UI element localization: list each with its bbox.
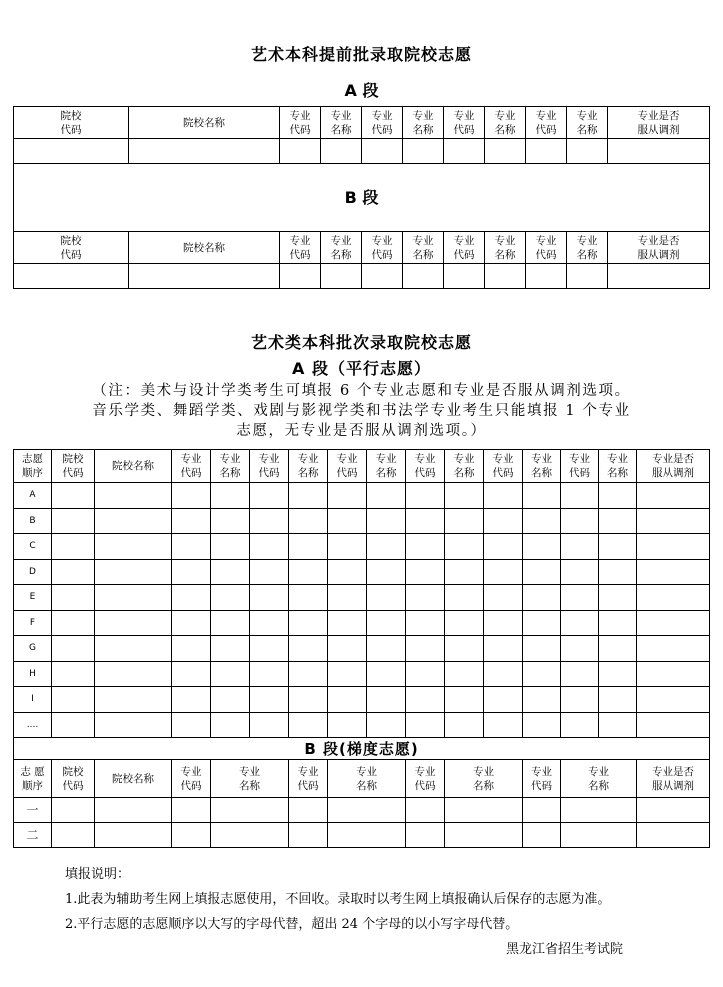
column-header: 专业 代码 — [289, 760, 328, 798]
column-header: 专业 代码 — [523, 760, 561, 798]
row-order-label: C — [14, 534, 52, 560]
entry-cell[interactable] — [406, 661, 445, 687]
entry-cell[interactable] — [250, 687, 289, 713]
section1-seg-a-label: A 段 — [344, 81, 379, 100]
entry-cell[interactable] — [52, 798, 95, 823]
column-header: 院校 代码 — [14, 107, 129, 139]
entry-cell[interactable] — [637, 508, 710, 534]
column-header: 专业 代码 — [406, 450, 445, 483]
entry-cell[interactable] — [52, 534, 95, 560]
entry-cell[interactable] — [172, 534, 211, 560]
entry-cell[interactable] — [561, 687, 599, 713]
entry-cell[interactable] — [211, 483, 250, 509]
table-row — [14, 559, 710, 585]
table-row — [14, 585, 710, 611]
column-header: 院校名称 — [129, 232, 280, 264]
column-header: 专业 代码 — [561, 450, 599, 483]
entry-cell[interactable] — [561, 559, 599, 585]
column-header: 专业 代码 — [484, 450, 523, 483]
entry-cell[interactable] — [250, 610, 289, 636]
entry-cell[interactable] — [250, 534, 289, 560]
entry-cell[interactable] — [211, 798, 289, 823]
entry-cell[interactable] — [445, 661, 484, 687]
entry-cell[interactable] — [328, 610, 367, 636]
entry-cell[interactable] — [52, 712, 95, 738]
entry-cell[interactable] — [445, 687, 484, 713]
entry-cell[interactable] — [211, 687, 250, 713]
entry-cell[interactable] — [95, 712, 172, 738]
entry-cell[interactable] — [211, 610, 250, 636]
entry-cell[interactable] — [445, 823, 523, 848]
column-header: 院校名称 — [129, 107, 280, 139]
entry-cell[interactable] — [485, 264, 526, 289]
table-row — [14, 610, 710, 636]
entry-cell[interactable] — [95, 559, 172, 585]
table-row — [14, 534, 710, 560]
row-order-label: D — [14, 559, 52, 585]
column-header: 专业 代码 — [172, 450, 211, 483]
entry-cell[interactable] — [14, 139, 129, 164]
entry-cell[interactable] — [523, 610, 561, 636]
section1-seg-b-label: B 段 — [14, 164, 710, 232]
entry-cell[interactable] — [95, 661, 172, 687]
entry-cell[interactable] — [250, 636, 289, 662]
row-order-label: B — [14, 508, 52, 534]
entry-cell[interactable] — [289, 534, 328, 560]
entry-cell[interactable] — [599, 687, 637, 713]
entry-cell[interactable] — [52, 636, 95, 662]
entry-cell[interactable] — [328, 687, 367, 713]
entry-cell[interactable] — [367, 636, 406, 662]
entry-cell[interactable] — [328, 712, 367, 738]
entry-cell[interactable] — [211, 712, 250, 738]
entry-cell[interactable] — [250, 585, 289, 611]
entry-cell[interactable] — [523, 636, 561, 662]
entry-cell[interactable] — [211, 585, 250, 611]
row-order-label: I — [14, 687, 52, 713]
entry-cell[interactable] — [406, 798, 445, 823]
entry-cell[interactable] — [172, 661, 211, 687]
column-header: 院校名称 — [95, 450, 172, 483]
entry-cell[interactable] — [211, 823, 289, 848]
entry-cell[interactable] — [289, 823, 328, 848]
entry-cell[interactable] — [406, 483, 445, 509]
column-header: 专业 名称 — [211, 760, 289, 798]
entry-cell[interactable] — [403, 264, 444, 289]
column-header: 专业 名称 — [321, 107, 362, 139]
entry-cell[interactable] — [406, 687, 445, 713]
entry-cell[interactable] — [445, 483, 484, 509]
column-header: 专业 名称 — [485, 107, 526, 139]
column-header: 专业 名称 — [321, 232, 362, 264]
entry-cell[interactable] — [561, 534, 599, 560]
entry-cell[interactable] — [599, 508, 637, 534]
entry-cell[interactable] — [445, 798, 523, 823]
table-row — [14, 661, 710, 687]
entry-cell[interactable] — [328, 534, 367, 560]
row-order-label: F — [14, 610, 52, 636]
entry-cell[interactable] — [599, 559, 637, 585]
entry-cell[interactable] — [523, 823, 561, 848]
entry-cell[interactable] — [561, 585, 599, 611]
entry-cell[interactable] — [367, 534, 406, 560]
entry-cell[interactable] — [95, 798, 172, 823]
entry-cell[interactable] — [52, 823, 95, 848]
column-header: 专业 代码 — [280, 107, 321, 139]
column-header: 专业 名称 — [328, 760, 406, 798]
section2-note-line-2: 音乐学类、舞蹈学类、戏剧与影视学类和书法学专业考生只能填报 1 个专业 — [92, 403, 631, 419]
entry-cell[interactable] — [523, 508, 561, 534]
entry-cell[interactable] — [95, 823, 172, 848]
entry-cell[interactable] — [567, 139, 608, 164]
entry-cell[interactable] — [637, 636, 710, 662]
entry-cell[interactable] — [445, 610, 484, 636]
entry-cell[interactable] — [637, 661, 710, 687]
entry-cell[interactable] — [95, 534, 172, 560]
issuer-signature: 黑龙江省招生考试院 — [506, 942, 624, 957]
column-header: 专业 名称 — [599, 450, 637, 483]
entry-cell[interactable] — [321, 139, 362, 164]
column-header: 专业 代码 — [172, 760, 211, 798]
entry-cell[interactable] — [172, 483, 211, 509]
column-header: 专业 名称 — [567, 107, 608, 139]
entry-cell[interactable] — [445, 559, 484, 585]
entry-cell[interactable] — [561, 483, 599, 509]
entry-cell[interactable] — [52, 483, 95, 509]
entry-cell[interactable] — [445, 585, 484, 611]
entry-cell[interactable] — [406, 636, 445, 662]
entry-cell[interactable] — [367, 712, 406, 738]
column-header: 院校 代码 — [52, 450, 95, 483]
entry-cell[interactable] — [95, 636, 172, 662]
row-order-label: A — [14, 483, 52, 509]
entry-cell[interactable] — [250, 483, 289, 509]
entry-cell[interactable] — [406, 508, 445, 534]
entry-cell[interactable] — [523, 712, 561, 738]
column-header: 专业 名称 — [367, 450, 406, 483]
entry-cell[interactable] — [406, 610, 445, 636]
entry-cell[interactable] — [172, 636, 211, 662]
entry-cell[interactable] — [367, 687, 406, 713]
row-order-label: G — [14, 636, 52, 662]
column-header: 志 愿 顺序 — [14, 760, 52, 798]
instruction-item-1: 1.此表为辅助考生网上填报志愿使用，不回收。录取时以考生网上填报确认后保存的志愿为准。 — [65, 892, 611, 907]
entry-cell[interactable] — [523, 559, 561, 585]
entry-cell[interactable] — [328, 559, 367, 585]
entry-cell[interactable] — [637, 534, 710, 560]
entry-cell[interactable] — [289, 559, 328, 585]
entry-cell[interactable] — [637, 585, 710, 611]
entry-cell[interactable] — [561, 798, 637, 823]
entry-cell[interactable] — [289, 798, 328, 823]
table-row — [14, 823, 710, 848]
entry-cell[interactable] — [52, 610, 95, 636]
entry-cell[interactable] — [599, 712, 637, 738]
column-header: 专业 代码 — [250, 450, 289, 483]
entry-cell[interactable] — [484, 661, 523, 687]
entry-cell[interactable] — [484, 559, 523, 585]
entry-cell[interactable] — [172, 559, 211, 585]
entry-cell[interactable] — [211, 559, 250, 585]
entry-cell[interactable] — [211, 661, 250, 687]
section2-table — [13, 449, 710, 848]
entry-cell[interactable] — [599, 661, 637, 687]
entry-cell[interactable] — [367, 559, 406, 585]
entry-cell[interactable] — [523, 687, 561, 713]
entry-cell[interactable] — [289, 483, 328, 509]
entry-cell[interactable] — [328, 798, 406, 823]
column-header: 专业 代码 — [406, 760, 445, 798]
entry-cell[interactable] — [95, 687, 172, 713]
table-row — [14, 508, 710, 534]
entry-cell[interactable] — [172, 687, 211, 713]
entry-cell[interactable] — [637, 559, 710, 585]
entry-cell[interactable] — [52, 585, 95, 611]
entry-cell[interactable] — [14, 264, 129, 289]
entry-cell[interactable] — [328, 585, 367, 611]
row-order-label: E — [14, 585, 52, 611]
entry-cell[interactable] — [561, 661, 599, 687]
entry-cell[interactable] — [328, 483, 367, 509]
section1-title: 艺术本科提前批录取院校志愿 — [250, 45, 472, 64]
entry-cell[interactable] — [561, 712, 599, 738]
entry-cell[interactable] — [250, 712, 289, 738]
column-header: 专业 名称 — [289, 450, 328, 483]
entry-cell[interactable] — [328, 823, 406, 848]
column-header: 专业 名称 — [211, 450, 250, 483]
entry-cell[interactable] — [95, 483, 172, 509]
entry-cell[interactable] — [289, 687, 328, 713]
entry-cell[interactable] — [599, 483, 637, 509]
entry-cell[interactable] — [637, 483, 710, 509]
entry-cell[interactable] — [637, 712, 710, 738]
column-header: 专业 名称 — [403, 232, 444, 264]
column-header: 专业 名称 — [403, 107, 444, 139]
column-header: 院校名称 — [95, 760, 172, 798]
column-header: 专业 名称 — [561, 760, 637, 798]
entry-cell[interactable] — [367, 483, 406, 509]
entry-cell[interactable] — [367, 610, 406, 636]
entry-cell[interactable] — [484, 534, 523, 560]
entry-cell[interactable] — [95, 585, 172, 611]
entry-cell[interactable] — [367, 585, 406, 611]
column-header: 专业 名称 — [523, 450, 561, 483]
entry-cell[interactable] — [172, 508, 211, 534]
entry-cell[interactable] — [406, 534, 445, 560]
entry-cell[interactable] — [172, 798, 211, 823]
entry-cell[interactable] — [289, 712, 328, 738]
section1-table — [13, 106, 710, 289]
entry-cell[interactable] — [444, 264, 485, 289]
entry-cell[interactable] — [608, 139, 710, 164]
entry-cell[interactable] — [289, 585, 328, 611]
entry-cell[interactable] — [328, 661, 367, 687]
column-header: 专业是否 服从调剂 — [608, 107, 710, 139]
entry-cell[interactable] — [250, 661, 289, 687]
entry-cell[interactable] — [172, 712, 211, 738]
column-header: 专业 名称 — [445, 760, 523, 798]
entry-cell[interactable] — [637, 823, 710, 848]
section2-note-line-1: （注：美术与设计学类考生可填报 6 个专业志愿和专业是否服从调剂选项。 — [92, 383, 631, 399]
entry-cell[interactable] — [129, 139, 280, 164]
column-header: 专业 代码 — [362, 232, 403, 264]
column-header: 专业是否 服从调剂 — [637, 450, 710, 483]
entry-cell[interactable] — [599, 636, 637, 662]
entry-cell[interactable] — [523, 661, 561, 687]
entry-cell[interactable] — [289, 508, 328, 534]
entry-cell[interactable] — [599, 534, 637, 560]
column-header: 专业是否 服从调剂 — [608, 232, 710, 264]
entry-cell[interactable] — [608, 264, 710, 289]
entry-cell[interactable] — [328, 508, 367, 534]
entry-cell[interactable] — [280, 139, 321, 164]
entry-cell[interactable] — [289, 661, 328, 687]
entry-cell[interactable] — [484, 585, 523, 611]
instruction-item-2: 2.平行志愿的志愿顺序以大写的字母代替，超出 24 个字母的以小写字母代替。 — [65, 917, 519, 932]
column-header: 专业是否 服从调剂 — [637, 760, 710, 798]
entry-cell[interactable] — [95, 508, 172, 534]
column-header: 专业 名称 — [567, 232, 608, 264]
column-header: 院校 代码 — [52, 760, 95, 798]
column-header: 专业 代码 — [526, 232, 567, 264]
entry-cell[interactable] — [52, 559, 95, 585]
entry-cell[interactable] — [362, 139, 403, 164]
entry-cell[interactable] — [406, 823, 445, 848]
entry-cell[interactable] — [637, 687, 710, 713]
table-row — [14, 712, 710, 738]
table-row — [14, 483, 710, 509]
entry-cell[interactable] — [484, 508, 523, 534]
entry-cell[interactable] — [52, 508, 95, 534]
entry-cell[interactable] — [445, 636, 484, 662]
column-header: 专业 代码 — [328, 450, 367, 483]
entry-cell[interactable] — [637, 610, 710, 636]
entry-cell[interactable] — [406, 585, 445, 611]
entry-cell[interactable] — [362, 264, 403, 289]
entry-cell[interactable] — [599, 610, 637, 636]
entry-cell[interactable] — [561, 823, 637, 848]
section2-seg-a-label: A 段（平行志愿） — [292, 359, 431, 378]
entry-cell[interactable] — [523, 534, 561, 560]
table-row — [14, 687, 710, 713]
entry-cell[interactable] — [445, 712, 484, 738]
entry-cell[interactable] — [321, 264, 362, 289]
entry-cell[interactable] — [172, 585, 211, 611]
column-header: 专业 名称 — [485, 232, 526, 264]
entry-cell[interactable] — [445, 508, 484, 534]
entry-cell[interactable] — [406, 559, 445, 585]
entry-cell[interactable] — [526, 139, 567, 164]
entry-cell[interactable] — [172, 610, 211, 636]
entry-cell[interactable] — [484, 636, 523, 662]
row-order-label: .... — [14, 712, 52, 738]
table-row — [14, 798, 710, 823]
entry-cell[interactable] — [289, 636, 328, 662]
entry-cell[interactable] — [484, 483, 523, 509]
entry-cell[interactable] — [523, 483, 561, 509]
entry-cell[interactable] — [211, 534, 250, 560]
entry-cell[interactable] — [52, 687, 95, 713]
section2-note-line-3: 志愿，无专业是否服从调剂选项。） — [236, 423, 487, 439]
entry-cell[interactable] — [599, 585, 637, 611]
entry-cell[interactable] — [95, 610, 172, 636]
entry-cell[interactable] — [444, 139, 485, 164]
entry-cell[interactable] — [403, 139, 444, 164]
entry-cell[interactable] — [561, 508, 599, 534]
entry-cell[interactable] — [567, 264, 608, 289]
column-header: 专业 代码 — [362, 107, 403, 139]
entry-cell[interactable] — [637, 798, 710, 823]
entry-cell[interactable] — [328, 636, 367, 662]
entry-cell[interactable] — [52, 661, 95, 687]
entry-cell[interactable] — [367, 508, 406, 534]
table-row — [14, 636, 710, 662]
column-header: 专业 代码 — [280, 232, 321, 264]
entry-cell[interactable] — [445, 534, 484, 560]
section2-seg-b-label: B 段(梯度志愿) — [14, 738, 710, 760]
entry-cell[interactable] — [172, 823, 211, 848]
entry-cell[interactable] — [211, 508, 250, 534]
column-header: 专业 代码 — [444, 232, 485, 264]
entry-cell[interactable] — [367, 661, 406, 687]
instructions-heading: 填报说明： — [65, 867, 131, 882]
column-header: 专业 代码 — [526, 107, 567, 139]
entry-cell[interactable] — [523, 585, 561, 611]
entry-cell[interactable] — [280, 264, 321, 289]
entry-cell[interactable] — [484, 610, 523, 636]
entry-cell[interactable] — [484, 712, 523, 738]
column-header: 院校 代码 — [14, 232, 129, 264]
row-order-label: 二 — [14, 823, 52, 848]
entry-cell[interactable] — [406, 712, 445, 738]
entry-cell[interactable] — [484, 687, 523, 713]
column-header: 专业 名称 — [445, 450, 484, 483]
column-header: 专业 代码 — [444, 107, 485, 139]
entry-cell[interactable] — [523, 798, 561, 823]
section2-title: 艺术类本科批次录取院校志愿 — [250, 333, 472, 352]
row-order-label: H — [14, 661, 52, 687]
column-header: 志愿 顺序 — [14, 450, 52, 483]
entry-cell[interactable] — [250, 508, 289, 534]
entry-cell[interactable] — [561, 610, 599, 636]
entry-cell[interactable] — [211, 636, 250, 662]
row-order-label: 一 — [14, 798, 52, 823]
entry-cell[interactable] — [561, 636, 599, 662]
entry-cell[interactable] — [485, 139, 526, 164]
entry-cell[interactable] — [250, 559, 289, 585]
entry-cell[interactable] — [129, 264, 280, 289]
entry-cell[interactable] — [289, 610, 328, 636]
entry-cell[interactable] — [526, 264, 567, 289]
